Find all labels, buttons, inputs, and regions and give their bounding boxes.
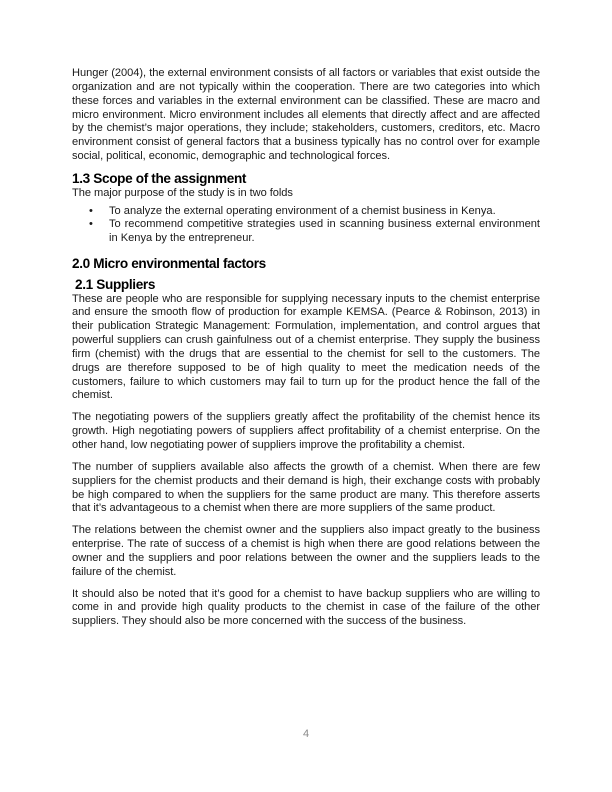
suppliers-paragraph: It should also be noted that it’s good for a chemist to have backup suppliers who are willing to come in and provide high quality products to the chemist in case of the failure of the other suppliers. They should also be more concerned with the success of the business. <box>72 587 540 628</box>
bullet-icon: • <box>89 204 93 217</box>
scope-bullet-list <box>72 205 540 246</box>
bullet-text: To recommend competitive strategies used in scanning business external environment in Kenya by the entrepreneur. <box>109 218 540 244</box>
document-page <box>72 67 540 629</box>
scope-lead-text: The major purpose of the study is in two folds <box>72 186 293 199</box>
suppliers-paragraph: These are people who are responsible for supplying necessary inputs to the chemist enterprise and ensure the smooth flow of production for example KEMSA. (Pearce & Robinson, 2013) in their publication Strategic Management: Formulation, implementation, and control argues that powerful suppliers can crush gainfulness out of a chemist enterprise. They supply the business firm (chemist) with the drugs that are essential to the chemist for sell to the customers. The drugs are therefore supposed to be of high quality to meet the medication needs of the customers, failure to which customers may fail to turn up for the product hence the fall of the chemist. <box>72 292 540 402</box>
page-number: 4 <box>302 728 310 740</box>
intro-paragraph: Hunger (2004), the external environment consists of all factors or variables that exist outside the organization and are not typically within the cooperation. There are two categories into which these forces and variables in the external environment can be classified. These are macro and micro environment. Micro environment includes all elements that directly affect and are affected by the chemist’s major operations, they include; stakeholders, customers, creditors, etc. Macro environment consist of general factors that a business typically has no control over for example social, political, economic, demographic and technological forces. <box>72 67 540 163</box>
bullet-icon: • <box>89 218 93 231</box>
bullet-text: To analyze the external operating environment of a chemist business in Kenya. <box>109 204 496 217</box>
suppliers-paragraph: The relations between the chemist owner and the suppliers also impact greatly to the business enterprise. The rate of success of a chemist is high when there are good relations between the owner and the suppliers and poor relations between the owner and the suppliers leads to the failure of the chemist. <box>72 524 540 578</box>
scope-bullet-item <box>72 205 540 219</box>
scope-bullet-item <box>72 218 540 245</box>
section-heading-suppliers: 2.1 Suppliers <box>75 276 156 292</box>
suppliers-paragraph: The negotiating powers of the suppliers greatly affect the profitability of the chemist hence its growth. High negotiating powers of suppliers affect profitability of a chemist enterprise. On the other hand, low negotiating power of suppliers improve the profitability a chemist. <box>72 411 540 451</box>
section-heading-scope: 1.3 Scope of the assignment <box>72 170 247 186</box>
suppliers-paragraph: The number of suppliers available also affects the growth of a chemist. When there are few suppliers for the chemist products and their demand is high, their exchange costs with probably be high compared to when the suppliers for the same product are many. This therefore asserts that it’s advantageous to a chemist when there are more suppliers of the same product. <box>72 460 540 515</box>
section-heading-micro-environment: 2.0 Micro environmental factors <box>72 255 266 271</box>
